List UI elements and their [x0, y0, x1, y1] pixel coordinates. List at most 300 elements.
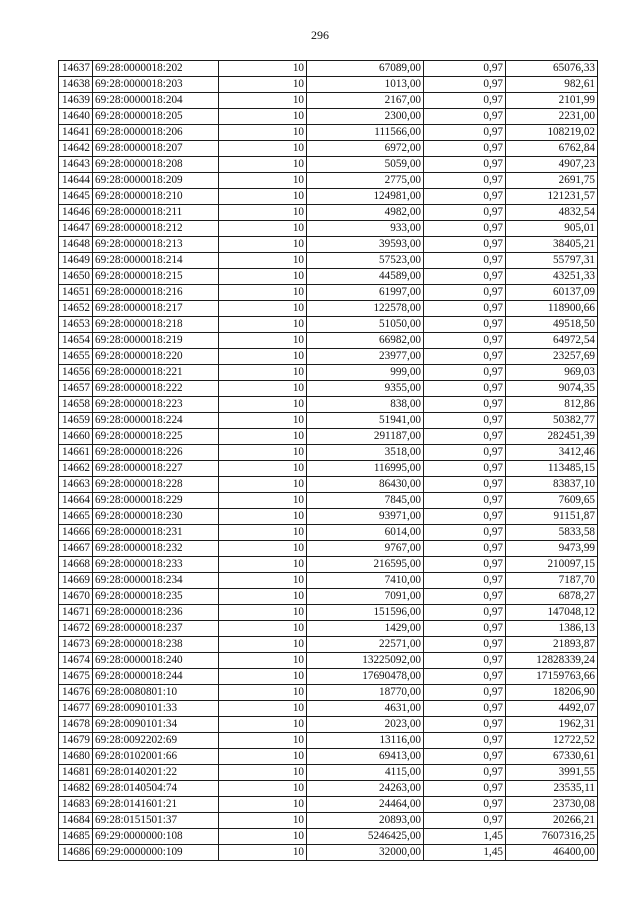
row-number-cell: 14643: [59, 157, 93, 173]
row-number-cell: 14664: [59, 493, 93, 509]
column-3-cell: 10: [219, 653, 307, 669]
coefficient-cell: 0,97: [424, 653, 506, 669]
table-row: [59, 733, 598, 749]
coefficient-cell: 0,97: [424, 541, 506, 557]
row-number-cell: 14649: [59, 253, 93, 269]
column-4-cell: 124981,00: [307, 189, 424, 205]
column-3-cell: 10: [219, 173, 307, 189]
coefficient-cell: 0,97: [424, 285, 506, 301]
column-6-cell: 9473,99: [506, 541, 598, 557]
table-row: [59, 541, 598, 557]
cadastral-number-cell: 69:28:0000018:213: [93, 237, 219, 253]
column-4-cell: 7091,00: [307, 589, 424, 605]
cadastral-number-cell: 69:28:0000018:210: [93, 189, 219, 205]
column-4-cell: 13225092,00: [307, 653, 424, 669]
column-4-cell: 32000,00: [307, 845, 424, 861]
column-3-cell: 10: [219, 141, 307, 157]
row-number-cell: 14675: [59, 669, 93, 685]
column-3-cell: 10: [219, 125, 307, 141]
column-6-cell: 4907,23: [506, 157, 598, 173]
column-6-cell: 108219,02: [506, 125, 598, 141]
cadastral-number-cell: 69:28:0000018:225: [93, 429, 219, 445]
column-4-cell: 2167,00: [307, 93, 424, 109]
table-row: [59, 349, 598, 365]
column-3-cell: 10: [219, 333, 307, 349]
column-6-cell: 43251,33: [506, 269, 598, 285]
cadastral-number-cell: 69:28:0000018:223: [93, 397, 219, 413]
row-number-cell: 14684: [59, 813, 93, 829]
column-4-cell: 2300,00: [307, 109, 424, 125]
cadastral-number-cell: 69:28:0141601:21: [93, 797, 219, 813]
cadastral-number-cell: 69:28:0000018:226: [93, 445, 219, 461]
column-3-cell: 10: [219, 797, 307, 813]
column-4-cell: 22571,00: [307, 637, 424, 653]
coefficient-cell: 0,97: [424, 621, 506, 637]
column-3-cell: 10: [219, 77, 307, 93]
coefficient-cell: 0,97: [424, 173, 506, 189]
row-number-cell: 14650: [59, 269, 93, 285]
coefficient-cell: 0,97: [424, 397, 506, 413]
cadastral-number-cell: 69:28:0000018:209: [93, 173, 219, 189]
coefficient-cell: 0,97: [424, 301, 506, 317]
page-number: 296: [311, 28, 329, 42]
cadastral-number-cell: 69:29:0000000:108: [93, 829, 219, 845]
column-6-cell: 7187,70: [506, 573, 598, 589]
column-4-cell: 2775,00: [307, 173, 424, 189]
cadastral-number-cell: 69:28:0000018:224: [93, 413, 219, 429]
row-number-cell: 14661: [59, 445, 93, 461]
row-number-cell: 14686: [59, 845, 93, 861]
table-row: [59, 829, 598, 845]
cadastral-number-cell: 69:28:0151501:37: [93, 813, 219, 829]
coefficient-cell: 0,97: [424, 493, 506, 509]
column-6-cell: 5833,58: [506, 525, 598, 541]
coefficient-cell: 0,97: [424, 669, 506, 685]
coefficient-cell: 0,97: [424, 221, 506, 237]
table-body: [59, 61, 598, 861]
column-6-cell: 3991,55: [506, 765, 598, 781]
column-6-cell: 23535,11: [506, 781, 598, 797]
row-number-cell: 14677: [59, 701, 93, 717]
cadastral-number-cell: 69:28:0000018:230: [93, 509, 219, 525]
coefficient-cell: 0,97: [424, 381, 506, 397]
table-row: [59, 189, 598, 205]
column-6-cell: 17159763,66: [506, 669, 598, 685]
column-3-cell: 10: [219, 525, 307, 541]
coefficient-cell: 0,97: [424, 141, 506, 157]
column-6-cell: 67330,61: [506, 749, 598, 765]
column-3-cell: 10: [219, 397, 307, 413]
column-4-cell: 2023,00: [307, 717, 424, 733]
coefficient-cell: 0,97: [424, 445, 506, 461]
row-number-cell: 14655: [59, 349, 93, 365]
column-4-cell: 61997,00: [307, 285, 424, 301]
column-4-cell: 151596,00: [307, 605, 424, 621]
cadastral-number-cell: 69:28:0000018:235: [93, 589, 219, 605]
column-6-cell: 2691,75: [506, 173, 598, 189]
cadastral-number-cell: 69:28:0000018:229: [93, 493, 219, 509]
column-6-cell: 147048,12: [506, 605, 598, 621]
table-row: [59, 781, 598, 797]
coefficient-cell: 0,97: [424, 429, 506, 445]
coefficient-cell: 0,97: [424, 189, 506, 205]
column-6-cell: 1962,31: [506, 717, 598, 733]
column-6-cell: 121231,57: [506, 189, 598, 205]
cadastral-number-cell: 69:28:0090101:33: [93, 701, 219, 717]
column-3-cell: 10: [219, 61, 307, 77]
column-6-cell: 982,61: [506, 77, 598, 93]
cadastral-number-cell: 69:28:0000018:215: [93, 269, 219, 285]
coefficient-cell: 0,97: [424, 349, 506, 365]
column-4-cell: 23977,00: [307, 349, 424, 365]
column-4-cell: 93971,00: [307, 509, 424, 525]
table-row: [59, 301, 598, 317]
row-number-cell: 14672: [59, 621, 93, 637]
row-number-cell: 14676: [59, 685, 93, 701]
cadastral-number-cell: 69:28:0000018:220: [93, 349, 219, 365]
column-3-cell: 10: [219, 253, 307, 269]
column-6-cell: 50382,77: [506, 413, 598, 429]
table-row: [59, 461, 598, 477]
column-3-cell: 10: [219, 813, 307, 829]
column-4-cell: 51941,00: [307, 413, 424, 429]
coefficient-cell: 0,97: [424, 637, 506, 653]
table-row: [59, 253, 598, 269]
cadastral-number-cell: 69:28:0000018:236: [93, 605, 219, 621]
row-number-cell: 14638: [59, 77, 93, 93]
table-row: [59, 525, 598, 541]
column-4-cell: 1429,00: [307, 621, 424, 637]
coefficient-cell: 0,97: [424, 813, 506, 829]
column-3-cell: 10: [219, 413, 307, 429]
table-row: [59, 605, 598, 621]
column-6-cell: 83837,10: [506, 477, 598, 493]
row-number-cell: 14663: [59, 477, 93, 493]
table-row: [59, 573, 598, 589]
cadastral-number-cell: 69:28:0000018:222: [93, 381, 219, 397]
row-number-cell: 14644: [59, 173, 93, 189]
column-4-cell: 116995,00: [307, 461, 424, 477]
table-row: [59, 749, 598, 765]
coefficient-cell: 0,97: [424, 253, 506, 269]
column-3-cell: 10: [219, 589, 307, 605]
column-3-cell: 10: [219, 717, 307, 733]
column-4-cell: 122578,00: [307, 301, 424, 317]
cadastral-number-cell: 69:28:0000018:202: [93, 61, 219, 77]
column-4-cell: 7845,00: [307, 493, 424, 509]
row-number-cell: 14646: [59, 205, 93, 221]
coefficient-cell: 0,97: [424, 317, 506, 333]
column-3-cell: 10: [219, 749, 307, 765]
table-row: [59, 285, 598, 301]
column-6-cell: 23730,08: [506, 797, 598, 813]
coefficient-cell: 0,97: [424, 525, 506, 541]
cadastral-number-cell: 69:28:0000018:228: [93, 477, 219, 493]
cadastral-number-cell: 69:28:0000018:212: [93, 221, 219, 237]
coefficient-cell: 0,97: [424, 605, 506, 621]
table-row: [59, 93, 598, 109]
table-row: [59, 381, 598, 397]
table-row: [59, 557, 598, 573]
table-row: [59, 317, 598, 333]
column-3-cell: 10: [219, 573, 307, 589]
coefficient-cell: 0,97: [424, 765, 506, 781]
cadastral-number-cell: 69:28:0000018:237: [93, 621, 219, 637]
table-row: [59, 445, 598, 461]
column-4-cell: 67089,00: [307, 61, 424, 77]
column-6-cell: 60137,09: [506, 285, 598, 301]
cadastral-number-cell: 69:28:0000018:231: [93, 525, 219, 541]
column-6-cell: 55797,31: [506, 253, 598, 269]
cadastral-number-cell: 69:28:0000018:244: [93, 669, 219, 685]
column-4-cell: 1013,00: [307, 77, 424, 93]
coefficient-cell: 0,97: [424, 77, 506, 93]
table-row: [59, 477, 598, 493]
column-3-cell: 10: [219, 781, 307, 797]
column-4-cell: 18770,00: [307, 685, 424, 701]
column-6-cell: 812,86: [506, 397, 598, 413]
column-3-cell: 10: [219, 237, 307, 253]
coefficient-cell: 0,97: [424, 717, 506, 733]
table-row: [59, 621, 598, 637]
coefficient-cell: 0,97: [424, 573, 506, 589]
column-3-cell: 10: [219, 701, 307, 717]
coefficient-cell: 1,45: [424, 829, 506, 845]
cadastral-number-cell: 69:28:0000018:240: [93, 653, 219, 669]
column-4-cell: 111566,00: [307, 125, 424, 141]
column-6-cell: 4832,54: [506, 205, 598, 221]
coefficient-cell: 0,97: [424, 733, 506, 749]
table-row: [59, 413, 598, 429]
table-row: [59, 221, 598, 237]
column-6-cell: 905,01: [506, 221, 598, 237]
coefficient-cell: 0,97: [424, 109, 506, 125]
column-6-cell: 969,03: [506, 365, 598, 381]
column-3-cell: 10: [219, 637, 307, 653]
cadastral-number-cell: 69:28:0140201:22: [93, 765, 219, 781]
column-3-cell: 10: [219, 285, 307, 301]
coefficient-cell: 0,97: [424, 557, 506, 573]
column-6-cell: 64972,54: [506, 333, 598, 349]
column-6-cell: 18206,90: [506, 685, 598, 701]
coefficient-cell: 0,97: [424, 157, 506, 173]
column-3-cell: 10: [219, 301, 307, 317]
column-4-cell: 44589,00: [307, 269, 424, 285]
row-number-cell: 14662: [59, 461, 93, 477]
column-6-cell: 113485,15: [506, 461, 598, 477]
cadastral-number-cell: 69:28:0000018:233: [93, 557, 219, 573]
column-3-cell: 10: [219, 461, 307, 477]
table-row: [59, 765, 598, 781]
column-4-cell: 291187,00: [307, 429, 424, 445]
column-4-cell: 9767,00: [307, 541, 424, 557]
coefficient-cell: 0,97: [424, 477, 506, 493]
table-row: [59, 157, 598, 173]
coefficient-cell: 0,97: [424, 237, 506, 253]
column-3-cell: 10: [219, 429, 307, 445]
table-row: [59, 61, 598, 77]
column-4-cell: 838,00: [307, 397, 424, 413]
column-3-cell: 10: [219, 669, 307, 685]
column-4-cell: 51050,00: [307, 317, 424, 333]
column-6-cell: 46400,00: [506, 845, 598, 861]
cadastral-number-cell: 69:28:0000018:205: [93, 109, 219, 125]
column-4-cell: 5059,00: [307, 157, 424, 173]
table-row: [59, 701, 598, 717]
row-number-cell: 14658: [59, 397, 93, 413]
table-row: [59, 685, 598, 701]
row-number-cell: 14639: [59, 93, 93, 109]
column-3-cell: 10: [219, 477, 307, 493]
cadastral-number-cell: 69:28:0000018:219: [93, 333, 219, 349]
column-4-cell: 20893,00: [307, 813, 424, 829]
row-number-cell: 14681: [59, 765, 93, 781]
column-3-cell: 10: [219, 733, 307, 749]
column-6-cell: 3412,46: [506, 445, 598, 461]
table-row: [59, 77, 598, 93]
row-number-cell: 14682: [59, 781, 93, 797]
coefficient-cell: 0,97: [424, 509, 506, 525]
table-row: [59, 637, 598, 653]
cadastral-number-cell: 69:29:0000000:109: [93, 845, 219, 861]
cadastral-number-cell: 69:28:0000018:208: [93, 157, 219, 173]
row-number-cell: 14665: [59, 509, 93, 525]
coefficient-cell: 0,97: [424, 125, 506, 141]
column-3-cell: 10: [219, 109, 307, 125]
table-row: [59, 205, 598, 221]
column-6-cell: 20266,21: [506, 813, 598, 829]
table-row: [59, 845, 598, 861]
column-6-cell: 38405,21: [506, 237, 598, 253]
row-number-cell: 14647: [59, 221, 93, 237]
column-4-cell: 6014,00: [307, 525, 424, 541]
column-4-cell: 7410,00: [307, 573, 424, 589]
row-number-cell: 14685: [59, 829, 93, 845]
column-4-cell: 69413,00: [307, 749, 424, 765]
row-number-cell: 14671: [59, 605, 93, 621]
table-row: [59, 493, 598, 509]
column-6-cell: 6762,84: [506, 141, 598, 157]
column-6-cell: 23257,69: [506, 349, 598, 365]
column-4-cell: 24464,00: [307, 797, 424, 813]
column-4-cell: 66982,00: [307, 333, 424, 349]
row-number-cell: 14680: [59, 749, 93, 765]
cadastral-number-cell: 69:28:0000018:227: [93, 461, 219, 477]
cadastral-number-cell: 69:28:0000018:238: [93, 637, 219, 653]
column-6-cell: 12722,52: [506, 733, 598, 749]
coefficient-cell: 0,97: [424, 749, 506, 765]
table-row: [59, 669, 598, 685]
table-row: [59, 109, 598, 125]
column-3-cell: 10: [219, 189, 307, 205]
table-row: [59, 125, 598, 141]
column-6-cell: 2101,99: [506, 93, 598, 109]
coefficient-cell: 1,45: [424, 845, 506, 861]
coefficient-cell: 0,97: [424, 205, 506, 221]
row-number-cell: 14637: [59, 61, 93, 77]
cadastral-number-cell: 69:28:0000018:206: [93, 125, 219, 141]
row-number-cell: 14683: [59, 797, 93, 813]
column-4-cell: 933,00: [307, 221, 424, 237]
column-3-cell: 10: [219, 845, 307, 861]
coefficient-cell: 0,97: [424, 701, 506, 717]
column-6-cell: 65076,33: [506, 61, 598, 77]
coefficient-cell: 0,97: [424, 61, 506, 77]
column-3-cell: 10: [219, 365, 307, 381]
coefficient-cell: 0,97: [424, 333, 506, 349]
table-row: [59, 237, 598, 253]
column-3-cell: 10: [219, 445, 307, 461]
column-3-cell: 10: [219, 221, 307, 237]
column-3-cell: 10: [219, 349, 307, 365]
column-4-cell: 9355,00: [307, 381, 424, 397]
cadastral-number-cell: 69:28:0090101:34: [93, 717, 219, 733]
column-3-cell: 10: [219, 381, 307, 397]
coefficient-cell: 0,97: [424, 589, 506, 605]
column-6-cell: 210097,15: [506, 557, 598, 573]
cadastral-number-cell: 69:28:0000018:203: [93, 77, 219, 93]
row-number-cell: 14640: [59, 109, 93, 125]
cadastral-number-cell: 69:28:0102001:66: [93, 749, 219, 765]
coefficient-cell: 0,97: [424, 685, 506, 701]
row-number-cell: 14651: [59, 285, 93, 301]
column-3-cell: 10: [219, 493, 307, 509]
cadastral-number-cell: 69:28:0140504:74: [93, 781, 219, 797]
row-number-cell: 14654: [59, 333, 93, 349]
coefficient-cell: 0,97: [424, 365, 506, 381]
cadastral-number-cell: 69:28:0000018:214: [93, 253, 219, 269]
column-6-cell: 91151,87: [506, 509, 598, 525]
column-4-cell: 17690478,00: [307, 669, 424, 685]
cadastral-number-cell: 69:28:0000018:217: [93, 301, 219, 317]
table-row: [59, 797, 598, 813]
column-4-cell: 4631,00: [307, 701, 424, 717]
table-row: [59, 333, 598, 349]
coefficient-cell: 0,97: [424, 797, 506, 813]
column-6-cell: 118900,66: [506, 301, 598, 317]
table-row: [59, 269, 598, 285]
table-row: [59, 141, 598, 157]
column-4-cell: 3518,00: [307, 445, 424, 461]
column-4-cell: 999,00: [307, 365, 424, 381]
table-row: [59, 429, 598, 445]
coefficient-cell: 0,97: [424, 413, 506, 429]
column-6-cell: 12828339,24: [506, 653, 598, 669]
table-row: [59, 397, 598, 413]
row-number-cell: 14667: [59, 541, 93, 557]
row-number-cell: 14656: [59, 365, 93, 381]
data-table: [58, 60, 598, 861]
cadastral-number-cell: 69:28:0000018:204: [93, 93, 219, 109]
coefficient-cell: 0,97: [424, 781, 506, 797]
column-4-cell: 4115,00: [307, 765, 424, 781]
column-3-cell: 10: [219, 269, 307, 285]
column-6-cell: 2231,00: [506, 109, 598, 125]
row-number-cell: 14678: [59, 717, 93, 733]
column-3-cell: 10: [219, 93, 307, 109]
column-3-cell: 10: [219, 685, 307, 701]
cadastral-number-cell: 69:28:0080801:10: [93, 685, 219, 701]
cadastral-number-cell: 69:28:0000018:211: [93, 205, 219, 221]
column-3-cell: 10: [219, 541, 307, 557]
row-number-cell: 14659: [59, 413, 93, 429]
cadastral-number-cell: 69:28:0000018:216: [93, 285, 219, 301]
row-number-cell: 14668: [59, 557, 93, 573]
cadastral-number-cell: 69:28:0000018:218: [93, 317, 219, 333]
row-number-cell: 14673: [59, 637, 93, 653]
cadastral-number-cell: 69:28:0000018:234: [93, 573, 219, 589]
cadastral-number-cell: 69:28:0092202:69: [93, 733, 219, 749]
